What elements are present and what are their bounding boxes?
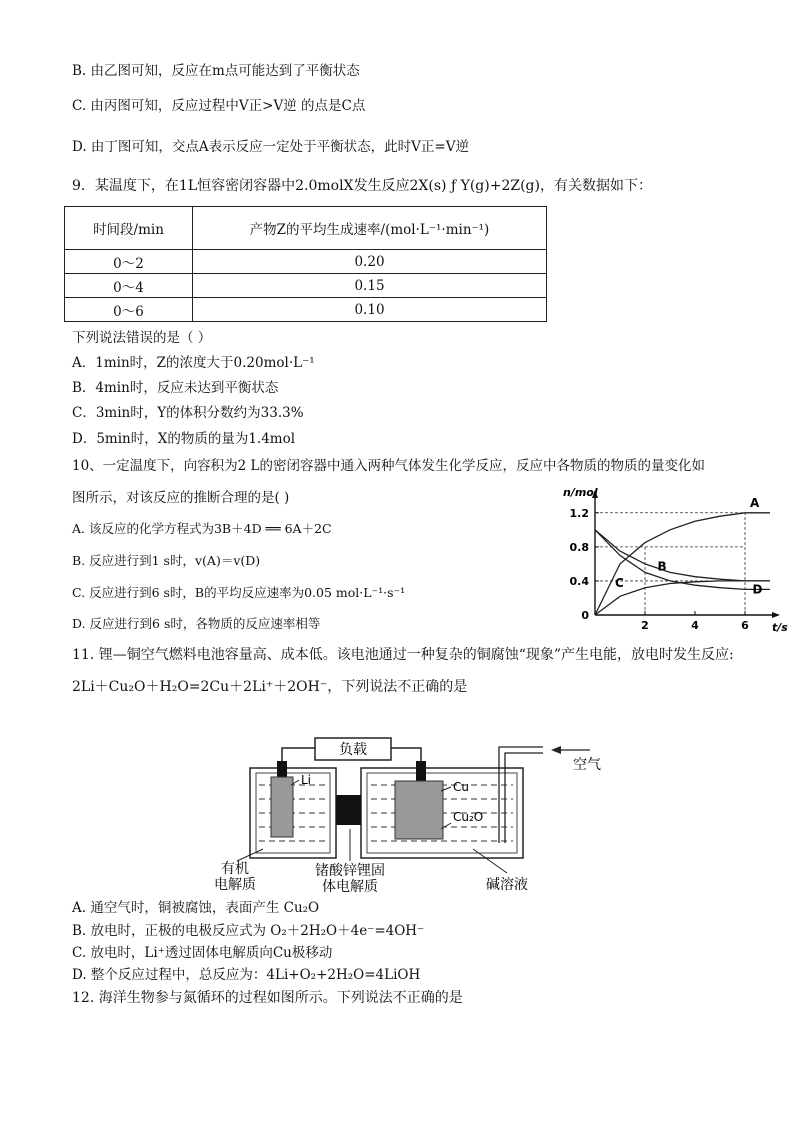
air-label: 空气 [573,757,601,773]
q8-option-c: C. 由丙图可知，反应过程中V正>V逆 的点是C点 [72,98,366,114]
x-tick-label: 6 [741,619,749,632]
x-axis-arrow [772,612,780,618]
q9-data-table [64,206,547,322]
solid-label-1: 锗酸锌锂固 [315,863,385,879]
table-header-rate: 产物Z的平均生成速率/(mol·L⁻¹·min⁻¹) [193,207,547,250]
q8-option-b: B. 由乙图可知，反应在m点可能达到了平衡状态 [72,63,360,79]
q12-stem: 12. 海洋生物参与氮循环的过程如图所示。下列说法不正确的是 [72,990,463,1006]
table-header-time: 时间段/min [65,207,193,250]
q9-option-b: B．4min时，反应未达到平衡状态 [72,380,279,396]
table-cell: 0～6 [65,298,193,322]
solid-electrolyte [336,795,361,825]
y-tick-label: 0.8 [569,540,589,554]
series-label-C: C [615,575,624,590]
q8-option-d: D. 由丁图可知，交点A表示反应一定处于平衡状态，此时V正=V逆 [72,139,469,155]
q9-prompt: 下列说法错误的是（ ） [72,330,212,346]
table-cell: 0.10 [193,298,547,322]
cu-electrode [395,781,443,839]
cu-label: Cu [453,780,469,794]
table-row [65,250,547,274]
organic-label-1: 有机 [221,861,249,877]
series-label-A: A [750,495,760,510]
li-terminal [277,761,287,777]
q10-option-c: C. 反应进行到6 s时，B的平均反应速率为0.05 mol·L⁻¹·s⁻¹ [72,585,406,600]
series-label-B: B [657,559,667,574]
table-cell: 0～2 [65,250,193,274]
q11-stem-line2: 2Li＋Cu₂O＋H₂O=2Cu＋2Li⁺＋2OH⁻，下列说法不正确的是 [72,679,468,695]
organic-label-2: 电解质 [214,877,256,893]
q9-option-d: D．5min时，X的物质的量为1.4mol [72,431,296,447]
air-tube-inner [505,753,543,843]
q11-option-c: C. 放电时，Li⁺透过固体电解质向Cu极移动 [72,945,333,961]
q9-option-a: A．1min时，Z的浓度大于0.20mol·L⁻¹ [72,355,315,371]
load-label: 负载 [339,742,367,758]
li-electrode [271,777,293,837]
table-cell: 0.20 [193,250,547,274]
li-label: Li [301,773,312,787]
table-cell: 0～4 [65,274,193,298]
y-axis-label: n/mol [563,486,598,499]
y-tick-label: 1.2 [569,506,589,520]
q11-stem-line1: 11. 锂—铜空气燃料电池容量高、成本低。该电池通过一种复杂的铜腐蚀“现象”产生电能，放电时发生反应: [72,647,734,663]
x-tick-label: 2 [641,619,649,632]
q10-option-d: D. 反应进行到6 s时，各物质的反应速率相等 [72,616,321,631]
li-cu-air-battery-diagram [195,733,635,893]
x-axis-label: t/s [772,621,788,634]
cu2o-label: Cu₂O [453,810,484,824]
table-cell: 0.15 [193,274,547,298]
y-tick-label: 0 [581,609,589,622]
series-label-D: D [752,582,763,597]
solid-label-2: 体电解质 [322,879,378,895]
q11-option-b: B. 放电时，正极的电极反应式为 O₂＋2H₂O＋4e⁻=4OH⁻ [72,923,425,939]
q11-option-d: D. 整个反应过程中，总反应为：4Li+O₂+2H₂O=4LiOH [72,967,421,983]
y-tick-label: 0.4 [569,574,589,588]
table-row [65,274,547,298]
series-line-A [595,513,770,615]
series-line-B [595,530,770,581]
q10-stem-line2: 图所示，对该反应的推断合理的是( ) [72,490,290,506]
q9-stem: 9．某温度下，在1L恒容密闭容器中2.0molX发生反应2X(s) ƒ Y(g)+2Z(g)，有关数据如下： [72,178,652,194]
cu-terminal [416,761,426,781]
table-row [65,298,547,322]
q9-option-c: C．3min时，Y的体积分数约为33.3% [72,405,304,421]
q10-option-a: A. 该反应的化学方程式为3B＋4D ══ 6A＋2C [72,521,332,536]
air-arrow-head [551,746,561,754]
q10-stem-line1: 10、一定温度下，向容积为2 L的密闭容器中通入两种气体发生化学反应，反应中各物质的物质的量变化如 [72,458,706,474]
q10-option-b: B. 反应进行到1 s时，v(A)＝v(D) [72,553,261,568]
x-tick-label: 4 [691,619,699,632]
q10-amount-time-chart [550,484,788,644]
q11-option-a: A. 通空气时，铜被腐蚀，表面产生 Cu₂O [72,900,320,916]
alkali-label: 碱溶液 [486,877,528,893]
